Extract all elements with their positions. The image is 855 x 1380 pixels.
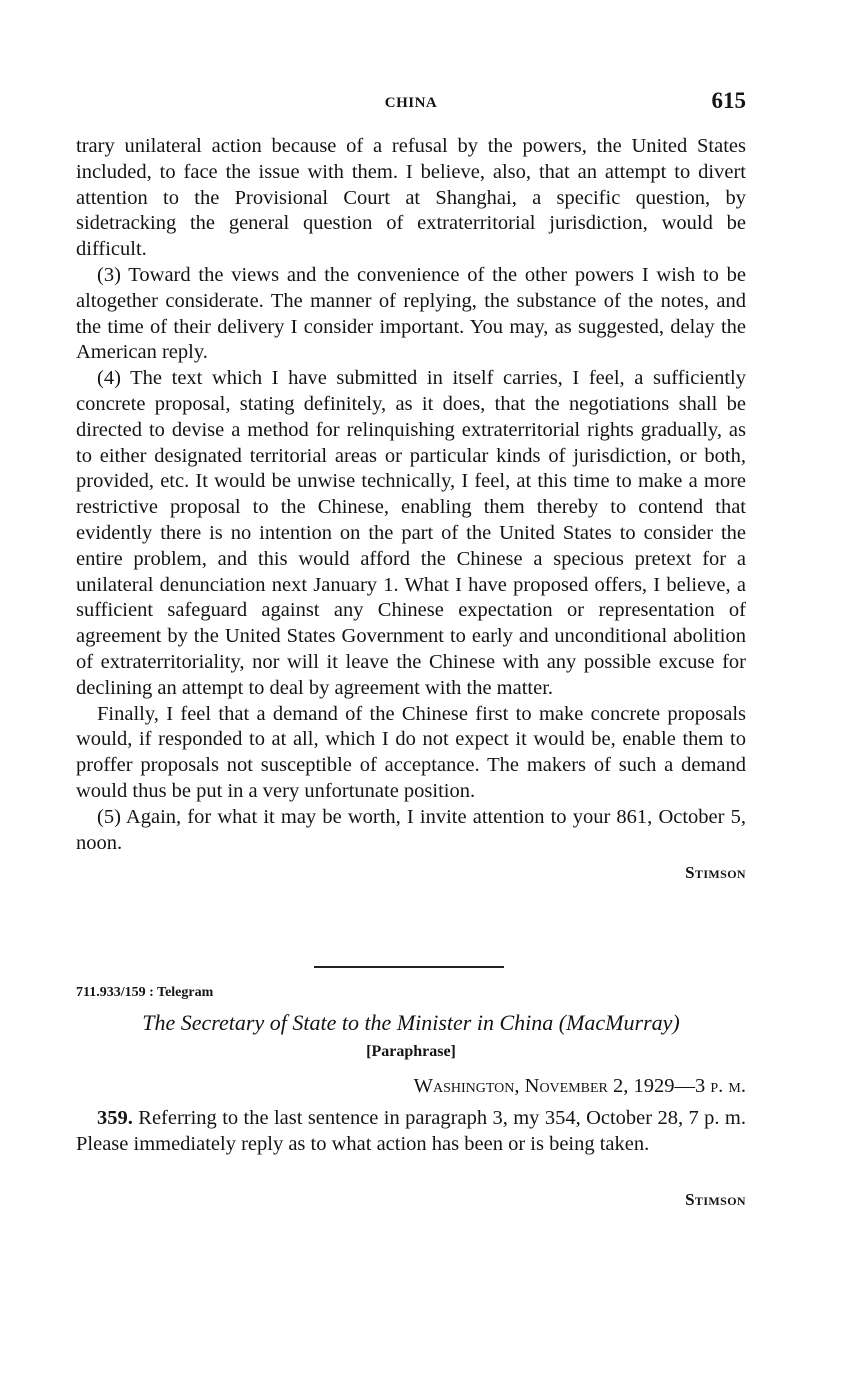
message-number: 359.	[97, 1107, 133, 1129]
dateline: Washington, November 2, 1929—3 p. m.	[413, 1075, 746, 1097]
paragraph-3: (3) Toward the views and the convenience of the other powers I wish to be altogether considerate. The manner of replying, the substance of the notes, and the time of their delivery I consider important. You may, as suggested, delay the American reply.	[76, 263, 746, 364]
paraphrase-note: [Paraphrase]	[366, 1043, 456, 1060]
paragraph-finally: Finally, I feel that a demand of the Chinese first to make concrete proposals would, if responded to at all, which I do not expect it would be, enable them to proffer proposals not susceptible of acceptance. The makers of such a demand would thus be put in a very unfortunate position.	[76, 702, 746, 802]
paragraph-5: (5) Again, for what it may be worth, I invite attention to your 861, October 5, noon.	[76, 805, 746, 854]
letter-body	[76, 134, 746, 886]
telegram-paragraph	[76, 1106, 746, 1158]
document-title: The Secretary of State to the Minister in China (MacMurray)	[142, 1010, 680, 1035]
paragraph-4: (4) The text which I have submitted in itself carries, I feel, a sufficiently concrete proposal, stating definitely, as it does, that the negotiations shall be directed to devise a method for relinquishing extraterritorial rights gradually, as to either designated territorial areas or particular kinds of jurisdiction, or both, provided, etc. It would be unwise technically, I feel, at this time to make a more restrictive proposal to the Chinese, enabling them thereby to contend that evidently there is no intention on the part of the United States to consider the entire problem, and this would afford the Chinese a specious pretext for a unilateral denunciation next January 1. What I have proposed offers, I believe, a sufficient safeguard against any Chinese expectation or representation of agreement by the United States Government to early and unconditional abolition of extraterritoriality, nor will it leave the Chinese with any possible excuse for declining an attempt to deal by agreement with the matter.	[76, 367, 746, 699]
signature	[76, 860, 746, 886]
running-head-title: CHINA	[384, 95, 438, 111]
telegram-text: Referring to the last sentence in paragraph 3, my 354, October 28, 7 p. m. Please immediately reply as to what action has been or is being taken.	[76, 1107, 746, 1155]
running-head	[76, 88, 746, 118]
telegram-body	[76, 1106, 746, 1158]
signature-text: Stimson	[685, 863, 746, 883]
file-number: 711.933/159 : Telegram	[76, 985, 214, 1000]
signature-2: Stimson	[685, 1190, 746, 1209]
section-divider	[314, 966, 504, 968]
page-number: 615	[711, 88, 746, 113]
paragraph-continuation: trary unilateral action because of a refusal by the powers, the United States included, to face the issue with them. I believe, also, that an attempt to divert attention to the Provisional Court at Shanghai, a specific question, by sidetracking the general question of extraterritorial jurisdiction, would be difficult.	[76, 135, 746, 261]
